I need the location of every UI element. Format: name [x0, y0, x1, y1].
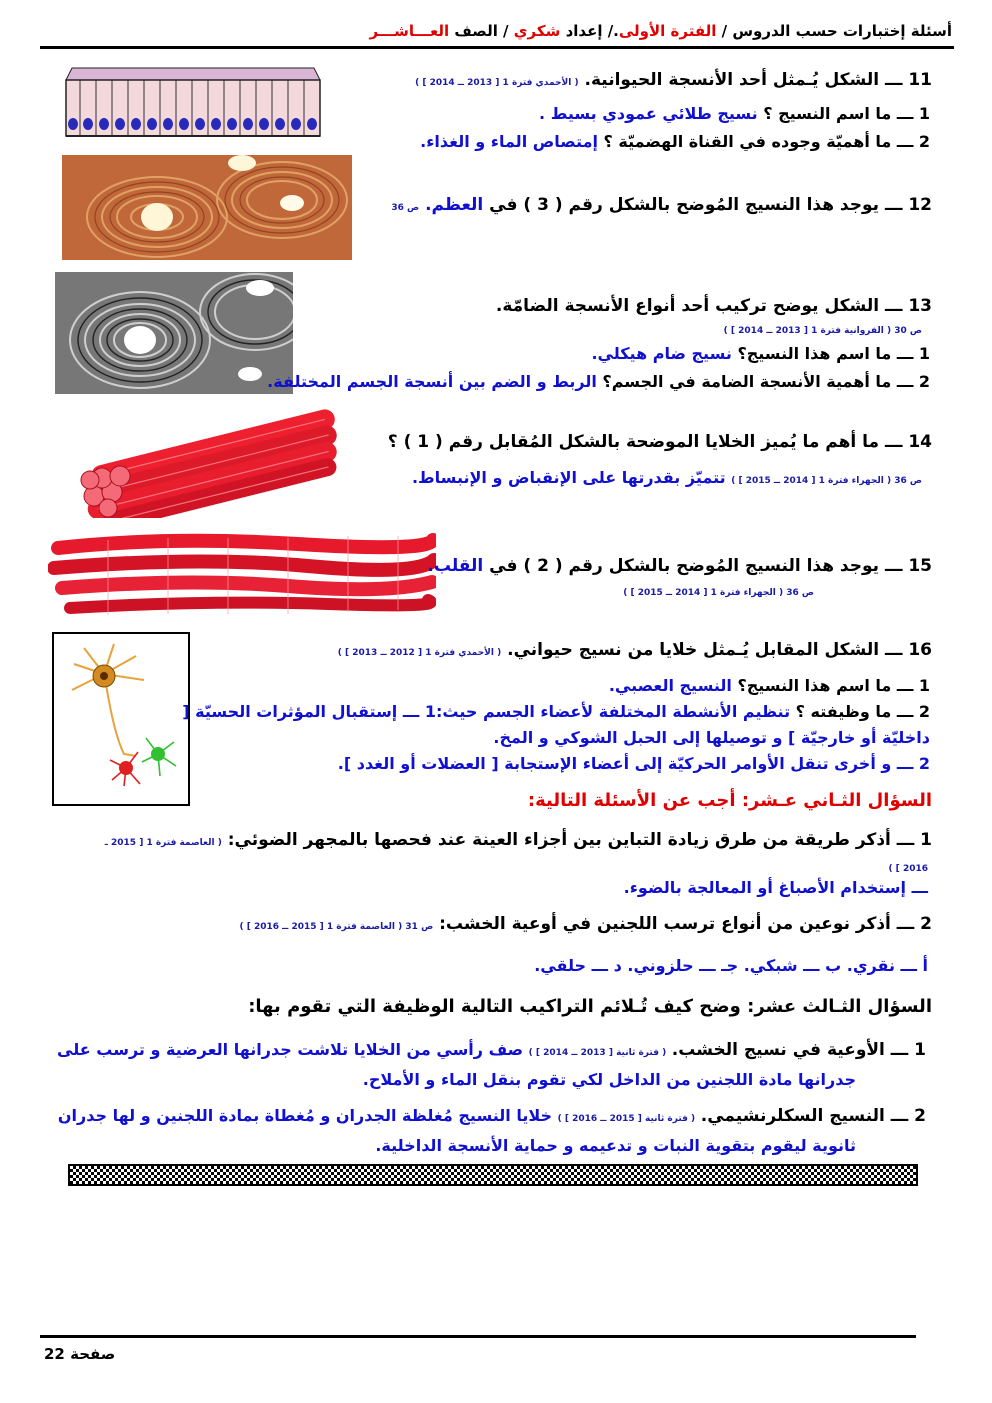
question-11: [415, 70, 932, 90]
question-16-source: ( الأحمدي فترة 1 [ 2012 ــ 2013 ] ): [337, 648, 502, 658]
question-12-number: 12: [908, 195, 932, 215]
s12-q2-answer: أ ـــ نقري. ب ـــ شبكي. جـ ـــ حلزوني. د ـــ حلقي.: [534, 956, 928, 975]
question-15-number: 15: [908, 556, 932, 576]
s13-item1-line2: جدرانها مادة اللجنين من الداخل لكي تقوم بنقل الماء و الأملاح.: [362, 1070, 856, 1089]
section-12-heading: [528, 790, 932, 811]
q13-sub2-question: 2 ـــ ما أهمية الأنسجة الضامة في الجسم؟: [602, 372, 930, 391]
checkered-divider: [68, 1164, 918, 1186]
question-16-sub-1: [609, 676, 930, 695]
q16-sub2-answer-line1: تنظيم الأنشطة المختلفة لأعضاء الجسم حيث:1 ـــ إستقبال المؤثرات الحسيّة [: [182, 702, 791, 721]
question-14-answer: تتميّز بقدرتها على الإنقباض و الإنبساط.: [411, 468, 726, 487]
s13-item2-line1: خلايا النسيج مُغلظة الجدران و مُغطاة بمادة اللجنين و لها جدران: [57, 1106, 553, 1125]
question-11-sub-1: [539, 104, 930, 123]
s12-q1-answer: ـــ إستخدام الأصباغ أو المعالجة بالضوء.: [623, 878, 928, 897]
s12-q1-source-a: ( العاصمة فترة 1 [ 2015 ـ: [104, 838, 222, 848]
s13-item1-label: 1 ـــ الأوعية في نسيج الخشب.: [671, 1040, 926, 1060]
question-15-source: ص 36 ( الجهراء فترة 1 [ 2014 ــ 2015 ] ): [623, 588, 814, 598]
s12-q1-text: 1 ـــ أذكر طريقة من طرق زيادة التباين بين أجزاء العينة عند فحصها بالمجهر الضوئي:: [227, 830, 932, 850]
skeletal-connective-tissue-image: [55, 272, 293, 394]
question-11-source: ( الأحمدي فترة 1 [ 2013 ــ 2014 ] ): [415, 78, 579, 88]
section-13-instruction: وضح كيف تُـلائم التراكيب التالية الوظيفة التي تقوم بها:: [248, 996, 741, 1017]
q16-sub2-question: 2 ـــ ما وظيفته ؟: [795, 702, 930, 721]
question-14-source: ص 36 ( الجهراء فترة 1 [ 2014 ــ 2015 ] ): [731, 476, 922, 486]
header-grade: العـــاشـــر: [369, 22, 450, 40]
page-header: [40, 22, 952, 46]
section-13-item-2: [58, 1106, 926, 1126]
q11-sub2-answer: إمتصاص الماء و الغذاء.: [420, 132, 598, 151]
question-15: [427, 556, 932, 576]
header-title: أسئلة إختبارات حسب الدروس /: [721, 22, 952, 40]
question-15-text: ـــ يوجد هذا النسيج المُوضح بالشكل رقم ( 2 ) في: [489, 556, 903, 576]
question-13-sub-1: [591, 344, 930, 363]
section-13-item-1: [57, 1040, 926, 1060]
question-14-number: 14: [908, 432, 932, 452]
question-12-source: ص 36: [391, 203, 420, 213]
question-11-dash: ـــ: [884, 70, 903, 90]
question-16-text: ـــ الشكل المقابل يُـمثل خلايا من نسيج حيواني.: [507, 640, 903, 660]
q11-sub1-answer: نسيج طلائي عمودي بسيط .: [539, 104, 758, 123]
section-12-instruction: أجب عن الأسئلة التالية:: [527, 790, 736, 811]
section-12-question-1: [105, 830, 932, 850]
question-12-text: ـــ يوجد هذا النسيج المُوضح بالشكل رقم ( 3 ) في: [489, 195, 903, 215]
nerve-cells-image: [52, 632, 190, 806]
question-12: [391, 195, 932, 215]
q13-sub1-answer: نسيج ضام هيكلي.: [591, 344, 732, 363]
q16-sub2-answer-line2: داخليّة أو خارجيّة ] و توصيلها إلى الحبل الشوكي و المخ.: [493, 728, 930, 747]
q13-sub1-question: 1 ـــ ما اسم هذا النسيج؟: [737, 344, 930, 363]
question-13-source: ص 30 ( الفروانية فترة 1 [ 2013 ــ 2014 ] ): [723, 326, 922, 336]
header-period: الفترة الأولى: [618, 22, 717, 40]
bone-tissue-image: [62, 155, 352, 260]
s12-q2-source: ص 31 ( العاصمة فترة 1 [ 2015 ــ 2016 ] ): [239, 922, 434, 932]
s13-item2-label: 2 ـــ النسيج السكلرنشيمي.: [700, 1106, 926, 1126]
question-13-sub-2: [267, 372, 930, 391]
q16-sub2-answer-line3: 2 ـــ و أخرى تنقل الأوامر الحركيّة إلى أعضاء الإستجابة [ العضلات أو الغدد ].: [337, 754, 930, 773]
section-13-heading: [248, 996, 932, 1017]
section-13-title: السؤال الثـالث عشر:: [747, 996, 932, 1017]
q13-sub2-answer: الربط و الضم بين أنسجة الجسم المختلفة.: [267, 372, 597, 391]
q11-sub2-question: 2 ـــ ما أهميّة وجوده في القناة الهضميّة ؟: [603, 132, 930, 151]
question-11-text: الشكل يُـمثل أحد الأنسجة الحيوانية.: [584, 70, 880, 90]
section-12-question-2: [239, 914, 932, 934]
s13-item1-line1: صف رأسي من الخلايا تلاشت جدرانها العرضية و ترسب على: [57, 1040, 524, 1059]
question-14-text: ـــ ما أهم ما يُميز الخلايا الموضحة بالشكل المُقابل رقم ( 1 ) ؟: [387, 432, 903, 452]
cardiac-muscle-image: [48, 530, 436, 622]
page-number: صفحة 22: [44, 1345, 116, 1363]
columnar-epithelium-image: [62, 58, 324, 140]
s13-item2-line2: ثانوية ليقوم بتقوية النبات و تدعيمه و حماية الأنسجة الداخلية.: [375, 1136, 856, 1155]
q11-sub1-question: 1 ـــ ما اسم النسيج ؟: [763, 104, 930, 123]
s12-q1-source-b: 2016 ] ): [888, 864, 928, 874]
section-12-title: السؤال الثـاني عـشر:: [741, 790, 932, 811]
question-11-number: 11: [908, 70, 932, 90]
s13-item1-source: ( فترة ثانية [ 2013 ــ 2014 ] ): [528, 1048, 667, 1058]
q16-sub1-question: 1 ـــ ما اسم هذا النسيج؟: [737, 676, 930, 695]
question-13-number: 13: [908, 296, 932, 316]
s13-item2-source: ( فترة ثانية [ 2015 ــ 2016 ] ): [557, 1114, 696, 1124]
q16-sub1-answer: النسيج العصبي.: [608, 676, 732, 695]
s12-q2-text: 2 ـــ أذكر نوعين من أنواع ترسب اللجنين في أوعية الخشب:: [439, 914, 932, 934]
question-16-number: 16: [908, 640, 932, 660]
question-11-sub-2: [420, 132, 930, 151]
skeletal-muscle-image: [62, 408, 362, 518]
question-16: [338, 640, 932, 660]
question-13-text: ـــ الشكل يوضح تركيب أحد أنواع الأنسجة الضامّة.: [495, 296, 903, 316]
question-15-answer: القلب.: [427, 556, 484, 576]
footer-divider: [40, 1335, 916, 1338]
header-grade-label: / الصف: [454, 22, 509, 40]
question-14-answer-line: [412, 468, 922, 487]
header-prep: ./ إعداد: [565, 22, 619, 40]
header-divider: [40, 46, 954, 49]
question-16-sub-2: [182, 702, 930, 721]
question-14: [388, 432, 932, 452]
question-12-answer: العظم.: [425, 195, 484, 215]
question-13: [496, 296, 932, 316]
header-author: شكري: [513, 22, 561, 40]
